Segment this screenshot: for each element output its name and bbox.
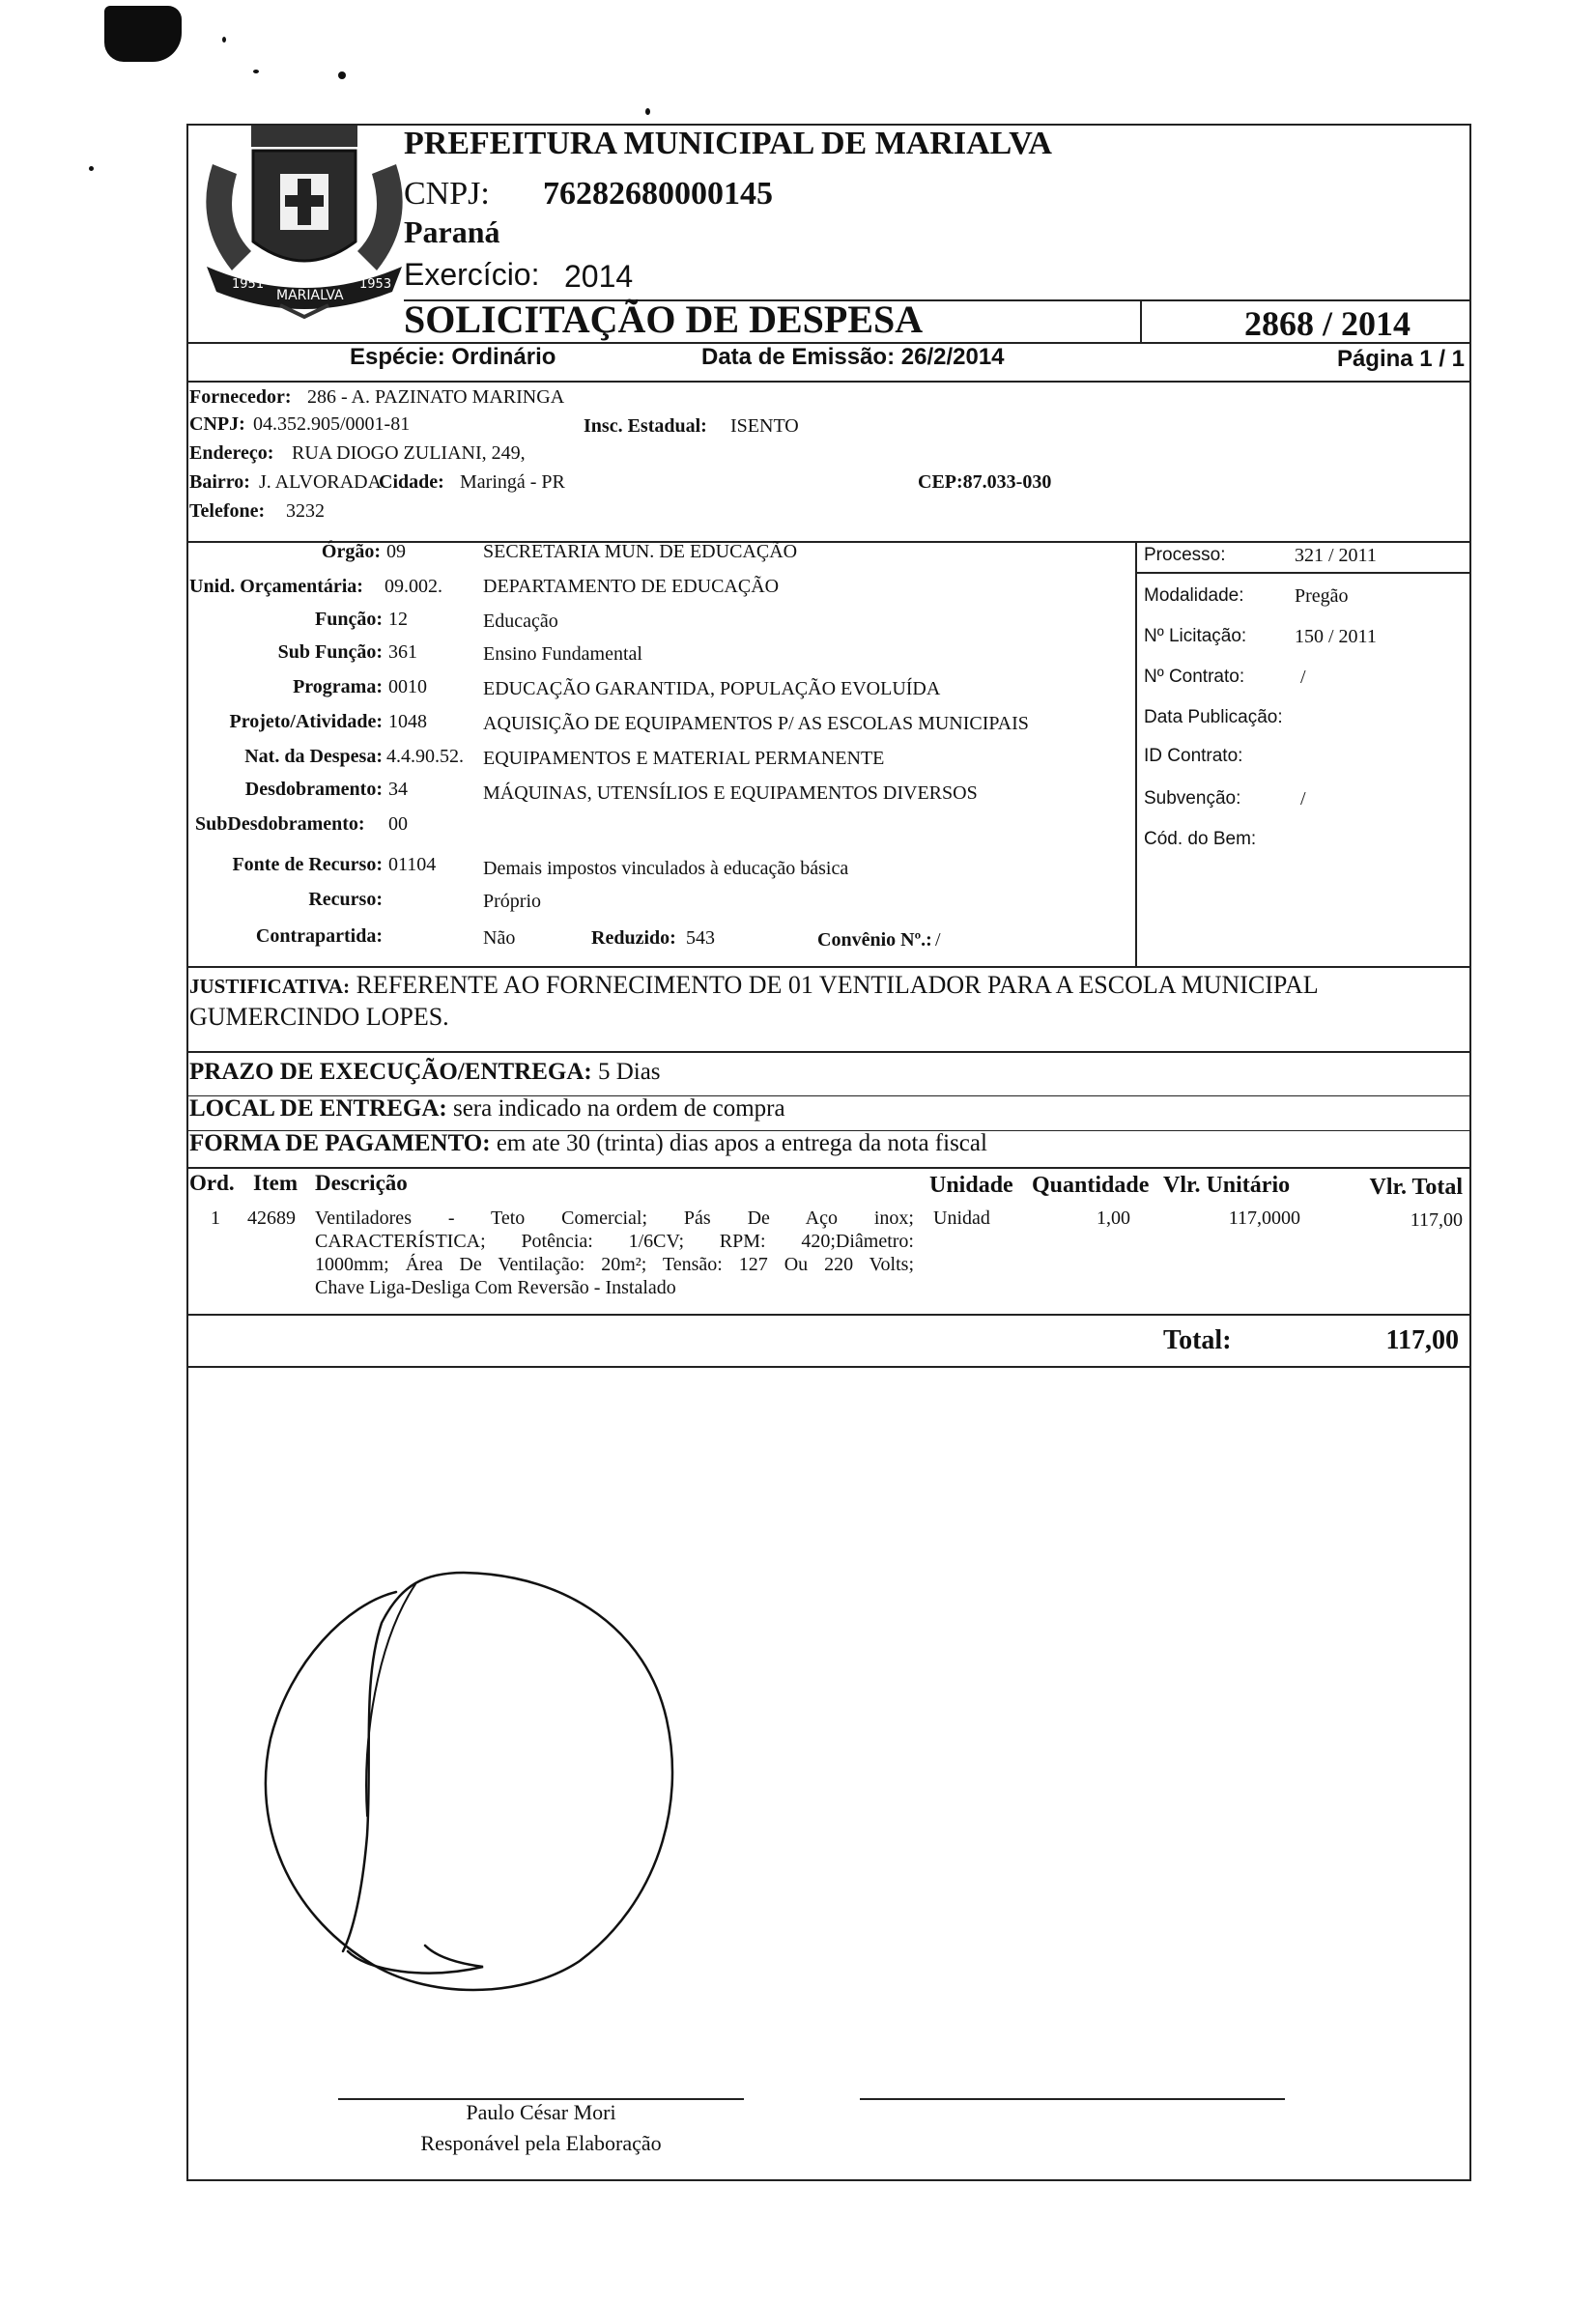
local-label: LOCAL DE ENTREGA:	[189, 1095, 447, 1122]
data-emissao: Data de Emissão: 26/2/2014	[701, 344, 1005, 370]
col-unidade: Unidade	[929, 1173, 1013, 1198]
svg-text:1953: 1953	[359, 277, 392, 292]
fonte-label: Fonte de Recurso:	[232, 854, 383, 875]
justification-line2: GUMERCINDO LOPES.	[189, 1003, 449, 1031]
unid-code: 09.002.	[385, 576, 442, 597]
total-label: Total:	[1163, 1325, 1232, 1355]
scan-speck	[338, 71, 346, 79]
projeto-desc: AQUISIÇÃO DE EQUIPAMENTOS P/ AS ESCOLAS MUNICIPAIS	[483, 713, 1029, 734]
natdespesa-label: Nat. da Despesa:	[244, 746, 383, 767]
forma-label: FORMA DE PAGAMENTO:	[189, 1130, 491, 1156]
licitacao-label: Nº Licitação:	[1144, 626, 1247, 646]
local-entrega	[189, 1095, 785, 1122]
exercise-value: 2014	[564, 259, 634, 294]
scan-mark	[104, 6, 182, 62]
desdobramento-code: 34	[388, 779, 408, 800]
scan-speck	[89, 166, 94, 171]
signature-line-right	[860, 2098, 1285, 2100]
org-cnpj-label: CNPJ:	[404, 176, 490, 212]
processo-rule	[1135, 572, 1471, 574]
subfuncao-code: 361	[388, 641, 417, 663]
modalidade-label: Modalidade:	[1144, 585, 1244, 606]
desdobramento-desc: MÁQUINAS, UTENSÍLIOS E EQUIPAMENTOS DIVERSOS	[483, 782, 978, 804]
cep: CEP:87.033-030	[918, 471, 1052, 493]
local-value: sera indicado na ordem de compra	[452, 1095, 785, 1122]
items-bottom-rule	[186, 1314, 1471, 1316]
insc-label: Insc. Estadual:	[584, 415, 707, 437]
row-item: 42689	[247, 1207, 296, 1229]
row-desc-line4: Chave Liga-Desliga Com Reversão - Instalado	[315, 1277, 676, 1298]
budget-process-divider	[1135, 541, 1137, 966]
unid-label: Unid. Orçamentária:	[189, 576, 363, 597]
recurso-label: Recurso:	[308, 889, 383, 910]
contrapartida-value: Não	[483, 927, 516, 949]
row-ord: 1	[211, 1207, 220, 1229]
desdobramento-label: Desdobramento:	[244, 779, 383, 800]
orgao-code: 09	[386, 541, 406, 562]
total-value: 117,00	[1385, 1325, 1459, 1355]
subvencao-value: /	[1300, 788, 1306, 810]
svg-text:1951: 1951	[232, 277, 265, 292]
signer-role: Responável pela Elaboração	[420, 2131, 662, 2155]
natdespesa-desc: EQUIPAMENTOS E MATERIAL PERMANENTE	[483, 748, 885, 769]
org-name: PREFEITURA MUNICIPAL DE MARIALVA	[404, 126, 1052, 161]
convenio-value: /	[935, 929, 941, 951]
endereco-label: Endereço:	[189, 442, 274, 464]
cidade-label: Cidade:	[379, 471, 444, 493]
insc-value: ISENTO	[730, 415, 799, 437]
total-bottom-rule	[186, 1366, 1471, 1368]
budget-bottom-rule	[186, 966, 1471, 968]
publicacao-label: Data Publicação:	[1144, 707, 1283, 727]
org-state: Paraná	[404, 214, 500, 249]
contrapartida-label: Contrapartida:	[255, 925, 383, 947]
org-cnpj-value: 76282680000145	[543, 176, 773, 212]
row-quantidade: 1,00	[1097, 1207, 1130, 1229]
orgao-desc: SECRETARIA MUN. DE EDUCAÇÃO	[483, 541, 798, 562]
justification-bottom-rule	[186, 1051, 1471, 1053]
programa-label: Programa:	[293, 676, 383, 697]
forma-value: em ate 30 (trinta) dias apos a entrega da nota fiscal	[496, 1130, 987, 1156]
fornecedor-value: 286 - A. PAZINATO MARINGA	[307, 386, 565, 408]
col-total: Vlr. Total	[1369, 1175, 1463, 1200]
codbem-label: Cód. do Bem:	[1144, 829, 1257, 849]
handwritten-signature	[232, 1546, 734, 2009]
programa-desc: EDUCAÇÃO GARANTIDA, POPULAÇÃO EVOLUÍDA	[483, 678, 941, 699]
subfuncao-label: Sub Função:	[277, 641, 383, 663]
scan-speck	[645, 108, 650, 115]
terms-bottom-rule	[186, 1167, 1471, 1169]
document-number: 2868 / 2014	[1243, 304, 1411, 343]
subvencao-label: Subvenção:	[1144, 788, 1241, 809]
telefone-value: 3232	[286, 500, 325, 522]
col-descricao: Descrição	[315, 1171, 408, 1195]
natdespesa-code: 4.4.90.52.	[386, 746, 464, 767]
fornecedor-label: Fornecedor:	[189, 386, 292, 408]
fonte-code: 01104	[388, 854, 437, 875]
prazo	[189, 1059, 661, 1086]
funcao-code: 12	[388, 609, 408, 630]
contrato-value: /	[1300, 667, 1306, 688]
subfuncao-desc: Ensino Fundamental	[483, 643, 642, 665]
telefone-label: Telefone:	[189, 500, 266, 522]
endereco-value: RUA DIOGO ZULIANI, 249,	[292, 442, 526, 464]
prazo-value: 5 Dias	[597, 1059, 661, 1085]
row-unitario: 117,0000	[1228, 1207, 1300, 1229]
signer-name: Paulo César Mori	[466, 2100, 616, 2124]
supplier-cnpj-value: 04.352.905/0001-81	[253, 413, 411, 435]
col-quantidade: Quantidade	[1032, 1173, 1150, 1198]
scan-speck	[253, 70, 259, 73]
processo-value: 321 / 2011	[1295, 545, 1377, 566]
processo-label: Processo:	[1144, 545, 1226, 565]
justification	[189, 970, 1465, 1033]
bairro-label: Bairro:	[189, 471, 250, 493]
municipal-seal	[193, 126, 415, 319]
pagina: Página 1 / 1	[1336, 346, 1465, 372]
subdesdobramento-code: 00	[388, 813, 408, 835]
svg-text:MARIALVA: MARIALVA	[276, 288, 344, 303]
row-total: 117,00	[1410, 1209, 1463, 1231]
fonte-desc: Demais impostos vinculados à educação básica	[483, 858, 849, 879]
col-ord: Ord.	[189, 1171, 235, 1195]
recurso-value: Próprio	[483, 891, 541, 912]
prazo-label: PRAZO DE EXECUÇÃO/ENTREGA:	[189, 1059, 592, 1085]
header-bottom-rule	[186, 381, 1471, 383]
funcao-desc: Educação	[483, 611, 558, 632]
row-desc-line3: 1000mm; Área De Ventilação: 20m²; Tensão: 127 Ou 220 Volts;	[315, 1254, 914, 1275]
row-desc-line2: CARACTERÍSTICA; Potência: 1/6CV; RPM: 420;Diâmetro:	[315, 1231, 914, 1252]
idcontrato-label: ID Contrato:	[1144, 746, 1243, 766]
projeto-code: 1048	[388, 711, 427, 732]
unid-desc: DEPARTAMENTO DE EDUCAÇÃO	[483, 576, 780, 597]
document-title: SOLICITAÇÃO DE DESPESA	[404, 298, 924, 341]
row-desc-line1: Ventiladores - Teto Comercial; Pás De Aço inox;	[315, 1207, 914, 1229]
col-item: Item	[253, 1171, 298, 1195]
especie: Espécie: Ordinário	[350, 344, 556, 370]
bairro-value: J. ALVORADA	[259, 471, 383, 493]
exercise-label: Exercício:	[404, 257, 540, 292]
modalidade-value: Pregão	[1295, 585, 1349, 607]
forma-pagamento	[189, 1130, 987, 1157]
convenio-label: Convênio Nº.:	[817, 929, 932, 951]
col-unitario: Vlr. Unitário	[1163, 1173, 1291, 1198]
cidade-value: Maringá - PR	[460, 471, 565, 493]
scan-speck	[222, 37, 226, 43]
reduzido-label: Reduzido:	[591, 927, 676, 949]
orgao-label: Órgão:	[321, 541, 381, 562]
reduzido-value: 543	[686, 927, 715, 949]
subdesdobramento-label: SubDesdobramento:	[195, 813, 365, 835]
licitacao-value: 150 / 2011	[1295, 626, 1377, 647]
projeto-label: Projeto/Atividade:	[229, 711, 383, 732]
row-unidade: Unidad	[933, 1207, 990, 1229]
funcao-label: Função:	[315, 609, 383, 630]
contrato-label: Nº Contrato:	[1144, 667, 1245, 687]
supplier-cnpj-label: CNPJ:	[189, 413, 245, 435]
justification-line1: REFERENTE AO FORNECIMENTO DE 01 VENTILADOR PARA A ESCOLA MUNICIPAL	[356, 971, 1319, 999]
programa-code: 0010	[388, 676, 427, 697]
justification-label: JUSTIFICATIVA:	[189, 975, 351, 998]
